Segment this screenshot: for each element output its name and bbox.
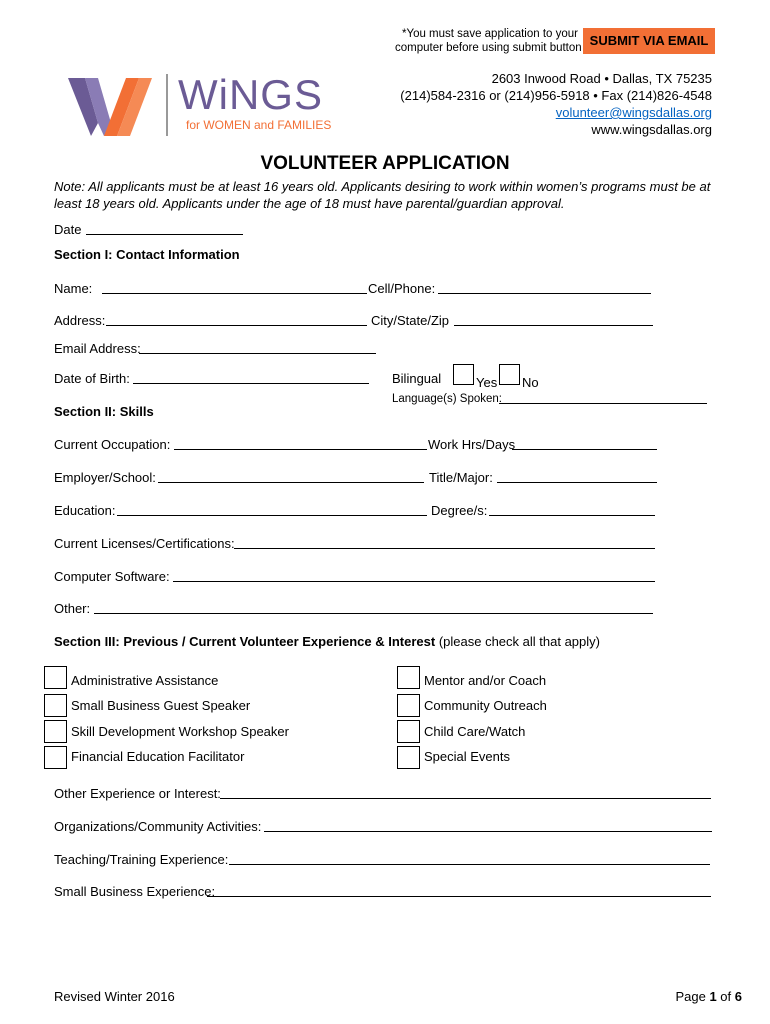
- date-label: Date: [54, 222, 82, 237]
- employer-label: Employer/School:: [54, 470, 156, 485]
- org-email-link[interactable]: volunteer@wingsdallas.org: [555, 105, 712, 120]
- name-label: Name:: [54, 281, 93, 296]
- save-notice-line1: *You must save application to your: [401, 28, 578, 40]
- logo-divider: [166, 74, 168, 136]
- languages-field[interactable]: [499, 403, 707, 404]
- work-hrs-label: Work Hrs/Days: [428, 437, 516, 452]
- education-label: Education:: [54, 503, 116, 518]
- teaching-label: Teaching/Training Experience:: [54, 852, 229, 867]
- revised-date: Revised Winter 2016: [54, 989, 175, 1004]
- wings-logo: [68, 71, 358, 138]
- work-hrs-field[interactable]: [512, 449, 657, 450]
- label-administrative-assistance: Administrative Assistance: [71, 673, 219, 688]
- org-phones: (214)584-2316 or (214)956-5918 • Fax (214)826-4548: [400, 88, 712, 103]
- logo-tagline: for WOMEN and FAMILIES: [186, 118, 332, 132]
- other-experience-field[interactable]: [220, 798, 711, 799]
- email-label: Email Address:: [54, 341, 141, 356]
- checkbox-small-business-guest-speaker[interactable]: [44, 694, 67, 717]
- organizations-field[interactable]: [264, 831, 712, 832]
- checkbox-special-events[interactable]: [397, 746, 420, 769]
- bilingual-yes-label: Yes: [476, 375, 498, 390]
- checkbox-child-care-watch[interactable]: [397, 720, 420, 743]
- checkbox-administrative-assistance[interactable]: [44, 666, 67, 689]
- organizations-label: Organizations/Community Activities:: [54, 819, 262, 834]
- other-field[interactable]: [94, 613, 653, 614]
- checkbox-financial-education-facilitator[interactable]: [44, 746, 67, 769]
- other-label: Other:: [54, 601, 91, 616]
- section3-heading-note: (please check all that apply): [438, 634, 600, 649]
- save-notice: [395, 27, 582, 55]
- degree-field[interactable]: [489, 515, 655, 516]
- address-field[interactable]: [106, 325, 367, 326]
- date-field[interactable]: [86, 234, 243, 235]
- employer-field[interactable]: [158, 482, 424, 483]
- cell-phone-label: Cell/Phone:: [368, 281, 436, 296]
- org-address: 2603 Inwood Road • Dallas, TX 75235: [491, 71, 712, 86]
- contact-block: [380, 70, 712, 138]
- bilingual-label: Bilingual: [392, 371, 442, 386]
- page-word: Page: [675, 989, 706, 1004]
- logo-word: WiNGS: [178, 71, 323, 118]
- small-business-field[interactable]: [207, 896, 711, 897]
- label-skill-development-workshop-speaker: Skill Development Workshop Speaker: [71, 724, 289, 739]
- label-special-events: Special Events: [424, 749, 510, 764]
- save-notice-line2: computer before using submit button: [395, 42, 582, 54]
- city-state-zip-field[interactable]: [454, 325, 653, 326]
- page-of-word: of: [720, 989, 732, 1004]
- teaching-field[interactable]: [229, 864, 710, 865]
- name-field[interactable]: [102, 293, 367, 294]
- education-field[interactable]: [117, 515, 427, 516]
- label-small-business-guest-speaker: Small Business Guest Speaker: [71, 698, 251, 713]
- label-child-care-watch: Child Care/Watch: [424, 724, 526, 739]
- submit-via-email-button[interactable]: SUBMIT VIA EMAIL: [583, 28, 715, 54]
- bilingual-no-checkbox[interactable]: [499, 364, 520, 385]
- occupation-label: Current Occupation:: [54, 437, 171, 452]
- section2-heading: Section II: Skills: [54, 404, 154, 419]
- cell-phone-field[interactable]: [438, 293, 651, 294]
- small-business-label: Small Business Experience:: [54, 884, 216, 899]
- checkbox-community-outreach[interactable]: [397, 694, 420, 717]
- occupation-field[interactable]: [174, 449, 427, 450]
- software-label: Computer Software:: [54, 569, 170, 584]
- email-field[interactable]: [139, 353, 376, 354]
- licenses-field[interactable]: [234, 548, 655, 549]
- dob-label: Date of Birth:: [54, 371, 130, 386]
- page-title: VOLUNTEER APPLICATION: [260, 153, 510, 174]
- label-community-outreach: Community Outreach: [424, 698, 547, 713]
- title-major-label: Title/Major:: [429, 470, 493, 485]
- page-current: 1: [709, 989, 717, 1004]
- page-total: 6: [734, 989, 742, 1004]
- page-number: [620, 989, 742, 1004]
- title-major-field[interactable]: [497, 482, 657, 483]
- section1-heading: Section I: Contact Information: [54, 247, 240, 262]
- degree-label: Degree/s:: [431, 503, 488, 518]
- software-field[interactable]: [173, 581, 655, 582]
- checkbox-skill-development-workshop-speaker[interactable]: [44, 720, 67, 743]
- checkbox-mentor-coach[interactable]: [397, 666, 420, 689]
- dob-field[interactable]: [133, 383, 369, 384]
- label-mentor-coach: Mentor and/or Coach: [424, 673, 547, 688]
- section3-heading-title: Section III: Previous / Current Volunteer Experience & Interest: [54, 634, 436, 649]
- org-website: www.wingsdallas.org: [591, 122, 712, 137]
- label-financial-education-facilitator: Financial Education Facilitator: [71, 749, 245, 764]
- languages-label: Language(s) Spoken:: [392, 393, 502, 405]
- address-label: Address:: [54, 313, 106, 328]
- wings-w-mark-icon: [68, 78, 163, 136]
- section3-heading: [54, 634, 600, 649]
- bilingual-yes-checkbox[interactable]: [453, 364, 474, 385]
- age-note: Note: All applicants must be at least 16 years old. Applicants desiring to work within women’s programs must be at least 18 years old. Applicants under the age of 18 must have parental/guardian approval.: [54, 179, 711, 211]
- bilingual-no-label: No: [522, 375, 539, 390]
- city-state-zip-label: City/State/Zip: [371, 313, 450, 328]
- other-experience-label: Other Experience or Interest:: [54, 786, 221, 801]
- licenses-label: Current Licenses/Certifications:: [54, 536, 235, 551]
